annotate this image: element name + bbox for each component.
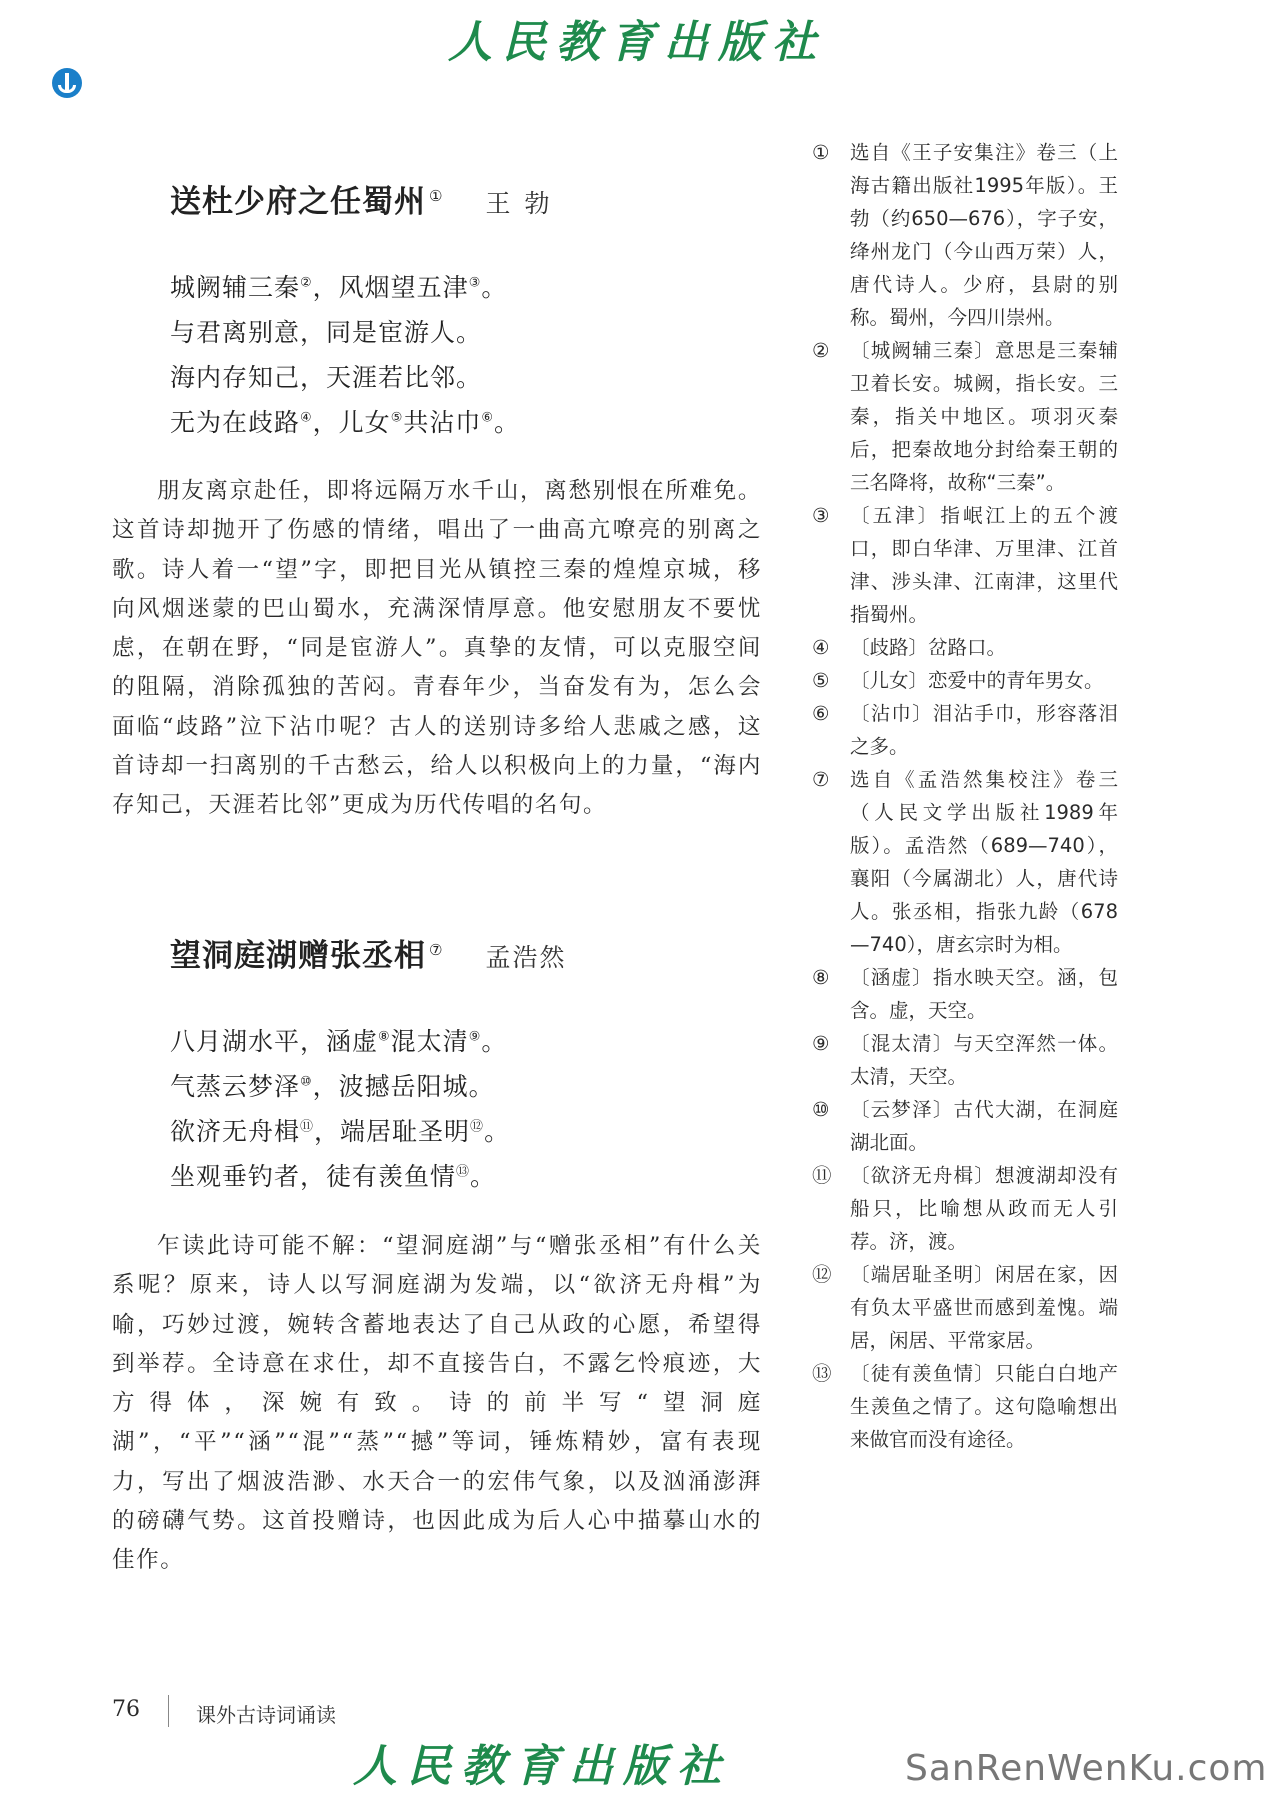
footnote-ref[interactable]: ⑫ [470, 1119, 485, 1135]
poem-line-text: 无为在歧路 [170, 408, 301, 437]
footnote-number: ⑪ [812, 1164, 832, 1187]
footnote-item [812, 136, 1118, 334]
publisher-logo-icon [52, 68, 82, 98]
poem2-line [170, 1022, 507, 1058]
footnote-text: 〔沾巾〕泪沾手巾，形容落泪之多。 [850, 702, 1118, 758]
footnote-item [812, 961, 1118, 1027]
poem1-author: 王勃 [485, 189, 564, 218]
footnote-ref[interactable]: ⑨ [468, 1029, 482, 1045]
footnote-ref[interactable]: ⑤ [390, 410, 404, 426]
footnote-text: 〔混太清〕与天空浑然一体。太清，天空。 [850, 1032, 1118, 1088]
poem-line-text: 坐观垂钓者，徒有羡鱼情 [170, 1162, 457, 1191]
poem-line-text: ，风烟望五津 [312, 273, 469, 302]
footnote-number: ③ [812, 504, 830, 527]
footnote-text: 〔五津〕指岷江上的五个渡口，即白华津、万里津、江首津、涉头津、江南津，这里代指蜀州。 [850, 504, 1118, 626]
footnote-item [812, 697, 1118, 763]
poem-line-text: 气蒸云梦泽 [170, 1072, 301, 1101]
footnote-text: 〔城阙辅三秦〕意思是三秦辅卫着长安。城阙，指长安。三秦，指关中地区。项羽灭秦后，把秦故地分封给秦王朝的三名降将，故称“三秦”。 [850, 339, 1118, 494]
footnote-number: ⑤ [812, 669, 830, 692]
footnote-ref[interactable]: ⑪ [300, 1119, 315, 1135]
footnote-ref[interactable]: ⑥ [481, 410, 495, 426]
page-number: 76 [112, 1697, 140, 1722]
poem2-commentary: 乍读此诗可能不解：“望洞庭湖”与“赠张丞相”有什么关系呢？原来，诗人以写洞庭湖为发端，以“欲济无舟楫”为喻，巧妙过渡，婉转含蓄地表达了自己从政的心愿，希望得到举荐。全诗意在求仕，却不直接告白，不露乞怜痕迹，大方得体，深婉有致。诗的前半写“望洞庭湖”，“平”“涵”“混”“蒸”“撼”等词，锤炼精妙，富有表现力，写出了烟波浩渺、水天合一的宏伟气象，以及汹涌澎湃的磅礴气势。这首投赠诗，也因此成为后人心中描摹山水的佳作。 [112, 1233, 762, 1574]
poem1-line [170, 268, 507, 304]
poem1-heading [170, 176, 563, 221]
footnote-number: ⑥ [812, 702, 830, 725]
footnote-ref[interactable]: ⑬ [456, 1164, 471, 1180]
site-watermark: SanRenWenKu.com [905, 1748, 1268, 1789]
poem-line-text: 。 [481, 273, 508, 302]
poem-line-text: 。 [470, 1162, 497, 1191]
poem-line-text: 。 [481, 1027, 508, 1056]
poem1-commentary: 朋友离京赴任，即将远隔万水千山，离愁别恨在所难免。这首诗却抛开了伤感的情绪，唱出了一曲高亢嘹亮的别离之歌。诗人着一“望”字，即把目光从镇控三秦的煌煌京城，移向风烟迷蒙的巴山蜀水，充满深情厚意。他安慰朋友不要忧虑，在朝在野，“同是宦游人”。真挚的友情，可以克服空间的阻隔，消除孤独的苦闷。青春年少，当奋发有为，怎么会面临“歧路”泣下沾巾呢？古人的送别诗多给人悲戚之感，这首诗却一扫离别的千古愁云，给人以积极向上的力量，“海内存知己，天涯若比邻”更成为历代传唱的名句。 [112, 478, 762, 819]
footnote-ref[interactable]: ② [300, 275, 313, 291]
footnote-text: 选自《王子安集注》卷三（上海古籍出版社1995年版）。王勃（约650—676），字子安，绛州龙门（今山西万荣）人，唐代诗人。少府，县尉的别称。蜀州，今四川崇州。 [850, 141, 1118, 329]
poem-line-text: ，端居耻圣明 [314, 1117, 471, 1146]
footnote-item [812, 1093, 1118, 1159]
footnote-item [812, 664, 1118, 697]
poem2-title: 望洞庭湖赠张丞相 ⑦ [170, 938, 444, 974]
footer-divider [168, 1695, 169, 1727]
poem2-heading [170, 930, 566, 975]
poem-line-text: ，波撼岳阳城。 [312, 1072, 495, 1101]
footnote-item [812, 763, 1118, 961]
poem-line-text: 八月湖水平，涵虚 [170, 1027, 379, 1056]
poem1-line [170, 403, 520, 439]
footnote-text: 选自《孟浩然集校注》卷三（人民文学出版社1989年版）。孟浩然（689—740），襄阳（今属湖北）人，唐代诗人。张丞相，指张九龄（678—740），唐玄宗时为相。 [850, 768, 1118, 956]
footnote-number: ④ [812, 636, 830, 659]
footnote-item [812, 1027, 1118, 1093]
footnote-ref[interactable]: ⑩ [300, 1074, 313, 1090]
poem-line-text: 混太清 [390, 1027, 469, 1056]
poem1-line [170, 313, 482, 349]
poem2-title-note-ref[interactable]: ⑦ [429, 940, 444, 959]
publisher-brand-footer: 人民教育出版社 [353, 1741, 731, 1792]
footnote-number: ② [812, 339, 830, 362]
poem-line-text: 城阙辅三秦 [170, 273, 301, 302]
footnote-text: 〔涵虚〕指水映天空。涵，包含。虚，天空。 [850, 966, 1118, 1022]
poem1-title: 送杜少府之任蜀州 ① [170, 184, 444, 220]
footnote-item [812, 499, 1118, 631]
footnote-ref[interactable]: ⑧ [378, 1029, 391, 1045]
footnote-number: ⑧ [812, 966, 830, 989]
poem-line-text: 。 [484, 1117, 511, 1146]
footnote-text: 〔云梦泽〕古代大湖，在洞庭湖北面。 [850, 1098, 1118, 1154]
footnote-item [812, 1357, 1118, 1456]
footnote-ref[interactable]: ③ [468, 275, 482, 291]
footnote-item [812, 631, 1118, 664]
footnote-text: 〔歧路〕岔路口。 [850, 636, 1007, 659]
poem2-line [170, 1157, 496, 1193]
poem1-line [170, 358, 482, 394]
footnote-item [812, 1258, 1118, 1357]
footnote-number: ⑬ [812, 1362, 832, 1385]
footnote-number: ⑩ [812, 1098, 830, 1121]
footnote-text: 〔欲济无舟楫〕想渡湖却没有船只，比喻想从政而无人引荐。济，渡。 [850, 1164, 1118, 1253]
footnote-text: 〔儿女〕恋爱中的青年男女。 [850, 669, 1104, 692]
poem2-line [170, 1112, 510, 1148]
footnote-number: ⑦ [812, 768, 830, 791]
poem-line-text: 海内存知己，天涯若比邻。 [170, 363, 483, 392]
poem-line-text: 欲济无舟楫 [170, 1117, 301, 1146]
footnote-number: ⑫ [812, 1263, 832, 1286]
poem-line-text: 共沾巾 [403, 408, 482, 437]
footnote-number: ⑨ [812, 1032, 830, 1055]
footnote-text: 〔端居耻圣明〕闲居在家，因有负太平盛世而感到羞愧。端居，闲居、平常家居。 [850, 1263, 1118, 1352]
poem2-line [170, 1067, 495, 1103]
poem-line-text: 与君离别意，同是宦游人。 [170, 318, 483, 347]
poem2-author: 孟浩然 [485, 943, 567, 972]
poem-line-text: 。 [494, 408, 521, 437]
poem-line-text: ，儿女 [312, 408, 391, 437]
footnote-item [812, 334, 1118, 499]
footnote-item [812, 1159, 1118, 1258]
footnotes-column [812, 136, 1118, 1456]
footnote-ref[interactable]: ④ [300, 410, 313, 426]
poem1-title-note-ref[interactable]: ① [429, 186, 444, 205]
footnote-number: ① [812, 141, 830, 164]
footer-section-title: 课外古诗词诵读 [196, 1703, 336, 1727]
publisher-brand-header: 人民教育出版社 [448, 17, 826, 68]
footnote-text: 〔徒有羡鱼情〕只能白白地产生羡鱼之情了。这句隐喻想出来做官而没有途径。 [850, 1362, 1118, 1451]
